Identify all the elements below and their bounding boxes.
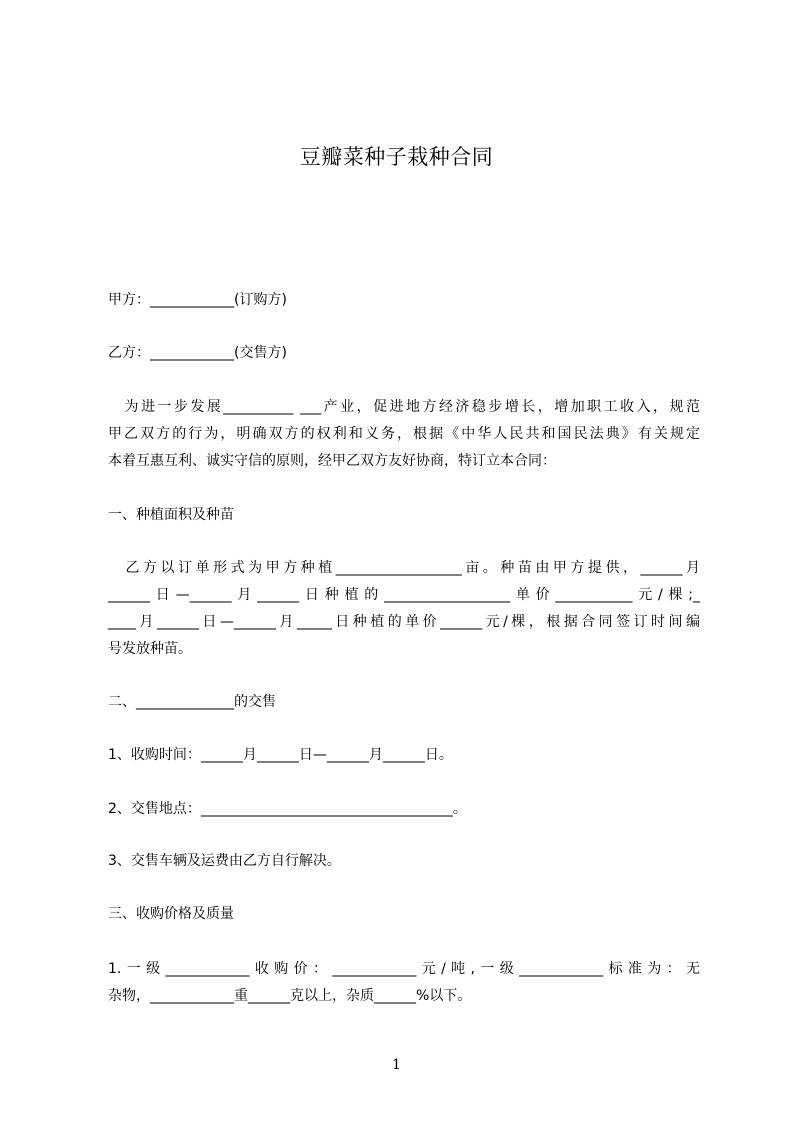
section-3-heading: 三、收购价格及质量 [108,906,234,922]
section-1-line-3: ____月______日—______月_____日种植的单价______元/棵，根据合同签订时间编 [108,614,700,630]
section-1-line-1: 乙方以订单形式为甲方种植__________________亩。种苗由甲方提供，______月 [108,560,700,576]
preamble-line-1: 为进一步发展__________ ___产业，促进地方经济稳步增长，增加职工收入，规范 [108,399,700,415]
party-b-line: 乙方：____________(交售方) [108,345,287,361]
section-2-item-3: 3、交售车辆及运费由乙方自行解决。 [108,853,341,869]
section-2-item-2: 2、交售地点：____________________________________。 [108,801,467,817]
section-2-heading: 二、______________的交售 [108,694,276,710]
document-title: 豆瓣菜种子栽种合同 [299,145,494,169]
section-3-line-1: 1.一级____________收购价：____________元/吨,一级____________标准为：无 [108,961,700,977]
section-1-line-2: ______日—______月______日种植的__________________单价___________元/棵;_ [108,587,700,603]
section-1-heading: 一、种植面积及种苗 [108,507,234,523]
section-1-line-4: 号发放种苗。 [108,641,192,657]
section-3-line-2: 杂物，____________重______克以上，杂质______%以下。 [108,988,472,1004]
preamble-line-3: 本着互惠互利、诚实守信的原则，经甲乙双方友好协商，特订立本合同： [108,453,556,469]
party-a-line: 甲方：____________(订购方) [108,292,287,308]
section-2-item-1: 1、收购时间：______月______日—______月______日。 [108,747,453,763]
preamble-line-2: 甲乙双方的行为，明确双方的权利和义务，根据《中华人民共和国民法典》有关规定 [108,426,700,442]
page-number: 1 [392,1057,401,1073]
